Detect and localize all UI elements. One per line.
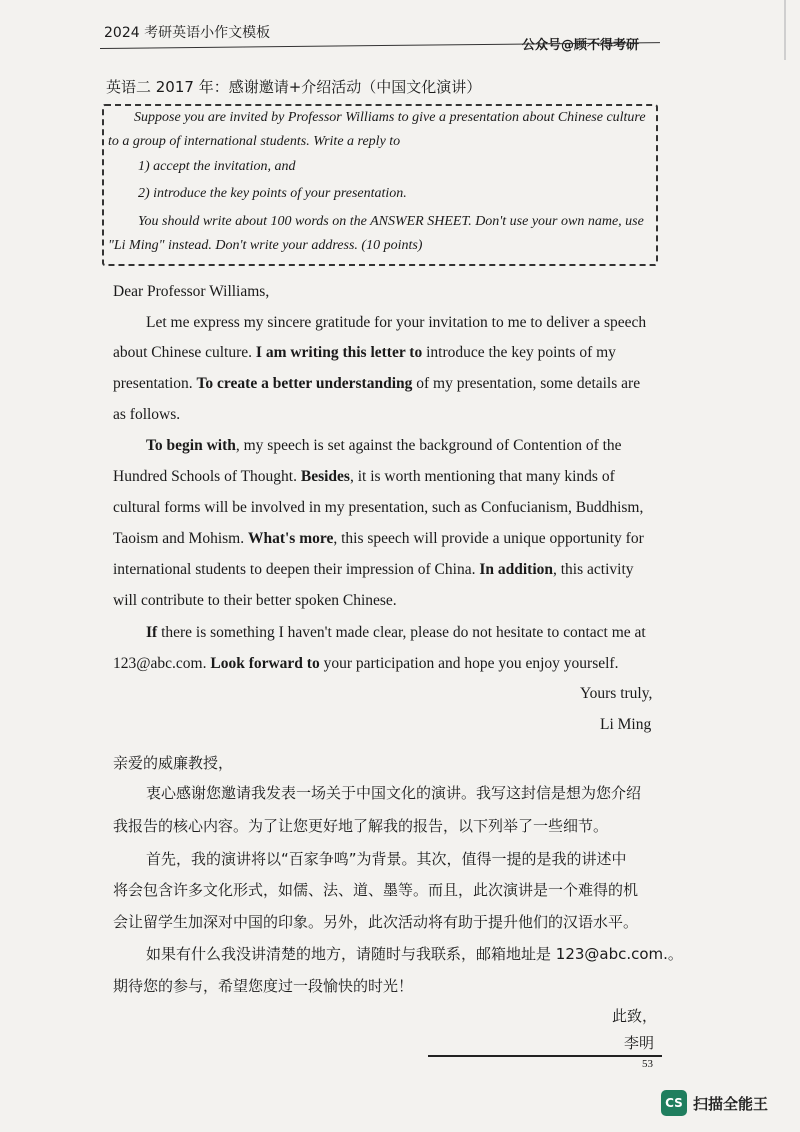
letter-closing: Yours truly, [580, 685, 653, 702]
header-title: 2024 考研英语小作文模板 [104, 25, 271, 41]
letter-line: 123@abc.com. Look forward to your participation and hope you enjoy yourself. [113, 655, 619, 672]
translation-line: 衷心感谢您邀请我发表一场关于中国文化的演讲。我写这封信是想为您介绍 [146, 784, 642, 802]
watermark-label: 扫描全能王 [693, 1094, 769, 1113]
section-title: 英语二 2017 年：感谢邀请+介绍活动（中国文化演讲） [106, 78, 482, 96]
translation-line: 会让留学生加深对中国的印象。另外，此次活动将有助于提升他们的汉语水平。 [113, 913, 639, 931]
letter-signature: Li Ming [600, 716, 652, 733]
page-number: 53 [642, 1058, 653, 1070]
prompt-line: Suppose you are invited by Professor Williams to give a presentation about Chinese culture [134, 110, 646, 125]
translation-line: 如果有什么我没讲清楚的地方，请随时与我联系，邮箱地址是 123@abc.com.。 [146, 945, 683, 963]
scanner-watermark [661, 1090, 768, 1116]
letter-line: international students to deepen their impression of China. In addition, this activity [113, 561, 634, 578]
translation-salutation: 亲爱的威廉教授， [113, 754, 234, 772]
prompt-line: "Li Ming" instead. Don't write your address. (10 points) [108, 238, 423, 253]
letter-line: Hundred Schools of Thought. Besides, it is worth mentioning that many kinds of [113, 468, 615, 485]
camscanner-logo-icon: CS [661, 1090, 687, 1116]
letter-line: Let me express my sincere gratitude for your invitation to me to deliver a speech [146, 314, 647, 331]
translation-line: 首先，我的演讲将以“百家争鸣”为背景。其次，值得一提的是我的讲述中 [146, 850, 627, 868]
letter-salutation: Dear Professor Williams, [113, 283, 270, 300]
prompt-line: You should write about 100 words on the ANSWER SHEET. Don't use your own name, use [138, 214, 644, 229]
translation-closing: 此致， [612, 1007, 658, 1025]
letter-line: If there is something I haven't made clear, please do not hesitate to contact me at [146, 624, 646, 641]
letter-line: Taoism and Mohism. What's more, this speech will provide a unique opportunity for [113, 530, 644, 547]
prompt-line: 1) accept the invitation, and [138, 159, 296, 174]
letter-line: presentation. To create a better understanding of my presentation, some details are [113, 375, 641, 392]
letter-line: will contribute to their better spoken Chinese. [113, 592, 397, 609]
letter-line: as follows. [113, 406, 181, 423]
letter-line: about Chinese culture. I am writing this letter to introduce the key points of my [113, 344, 616, 361]
translation-signature: 李明 [624, 1034, 655, 1052]
translation-line: 将会包含许多文化形式，如儒、法、道、墨等。而且，此次演讲是一个难得的机 [113, 881, 639, 899]
header-account: 公众号@顾不得考研 [522, 38, 640, 53]
translation-line: 我报告的核心内容。为了让您更好地了解我的报告，以下列举了一些细节。 [113, 817, 609, 835]
letter-line: To begin with, my speech is set against the background of Contention of the [146, 437, 622, 454]
prompt-line: to a group of international students. Write a reply to [108, 134, 401, 149]
translation-line: 期待您的参与，希望您度过一段愉快的时光！ [113, 977, 414, 995]
letter-line: cultural forms will be involved in my presentation, such as Confucianism, Buddhism, [113, 499, 644, 516]
prompt-line: 2) introduce the key points of your presentation. [138, 186, 407, 201]
scan-edge [784, 0, 786, 60]
footer-divider [428, 1055, 662, 1057]
